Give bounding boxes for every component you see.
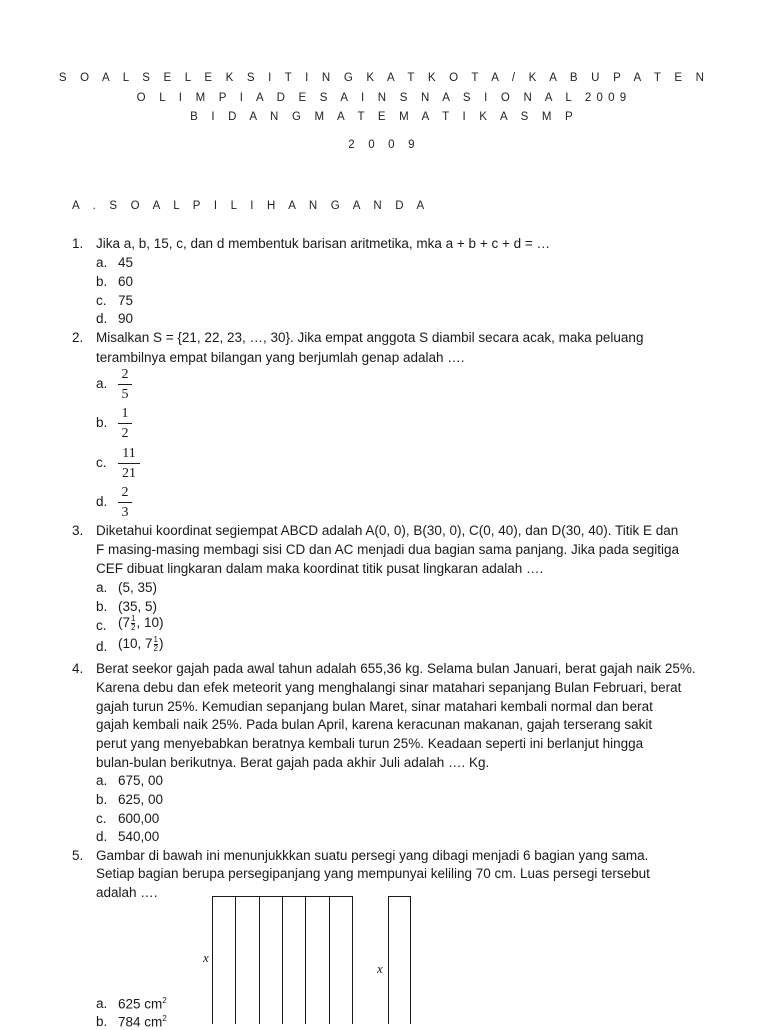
question-number: 4. (72, 661, 84, 676)
option-text: 75 (118, 293, 134, 308)
question-text: adalah …. (96, 885, 158, 900)
option-text: 540,00 (118, 829, 160, 844)
question-text: perut yang menyebabkan beratnya kembali turun 25%. Keadaan seperti ini berlanjut hingga (96, 736, 644, 751)
option-text: 60 (118, 274, 134, 289)
option-letter: a. (96, 773, 108, 788)
fraction-denominator: 21 (122, 466, 136, 481)
option-text: 625, 00 (118, 792, 164, 807)
question-text: Diketahui koordinat segiempat ABCD adalah A(0, 0), B(30, 0), C(0, 40), dan D(30, 40). Titik E dan (96, 523, 679, 538)
fraction-numerator: 1 (121, 406, 129, 421)
option-letter: b. (96, 792, 108, 807)
option-letter: d. (96, 494, 108, 509)
option-letter: c. (96, 293, 107, 308)
superscript: 2 (162, 1014, 167, 1023)
header-line-3: B I D A N G M A T E M A T I K A S M P (190, 111, 578, 123)
figure-label-x-rect: x (377, 961, 383, 976)
option-text: 600,00 (118, 811, 160, 826)
option-text-post: ) (158, 636, 164, 652)
question-text: Misalkan S = {21, 22, 23, …, 30}. Jika empat anggota S diambil secara acak, maka peluang (96, 330, 644, 345)
option-text: (35, 5) (118, 599, 158, 614)
fraction-denominator: 3 (121, 505, 129, 520)
option-text-main: 784 cm (118, 1014, 163, 1030)
option-letter: a. (96, 580, 108, 595)
fraction-denominator: 2 (131, 623, 136, 632)
question-text: bulan-bulan berikutnya. Berat gajah pada akhir Juli adalah …. Kg. (96, 755, 490, 770)
figure-label-x-square: x (203, 950, 209, 965)
fraction-denominator: 5 (121, 387, 129, 402)
superscript: 2 (162, 996, 167, 1005)
question-number: 5. (72, 848, 84, 863)
fraction-numerator: 1 (153, 635, 158, 644)
question-text: Karena debu dan efek meteorit yang menghalangi sinar matahari sepanjang Bulan Februari, berat (96, 680, 682, 695)
option-letter: b. (96, 274, 108, 289)
single-rectangle (389, 897, 411, 1025)
option-text: 675, 00 (118, 773, 164, 788)
fraction-denominator: 2 (153, 644, 158, 653)
question-text: Berat seekor gajah pada awal tahun adalah 655,36 kg. Selama bulan Januari, berat gajah naik 25%. (96, 661, 696, 676)
option-letter: d. (96, 311, 108, 326)
option-letter: c. (96, 618, 107, 633)
option-letter: a. (96, 376, 108, 391)
header-line-1: S O A L S E L E K S I T I N G K A T K O T A / K A B U P A T E N (58, 72, 710, 84)
option-letter: a. (96, 255, 108, 270)
option-text: 90 (118, 311, 134, 326)
fraction-numerator: 1 (131, 614, 136, 623)
option-text-pre: (7 (118, 615, 131, 631)
fraction-numerator: 11 (122, 446, 136, 461)
question-text: F masing-masing membagi sisi CD dan AC menjadi dua bagian sama panjang. Jika pada segitiga (96, 542, 680, 557)
question-text: Gambar di bawah ini menunjukkkan suatu persegi yang dibagi menjadi 6 bagian yang sama. (96, 848, 649, 863)
option-letter: b. (96, 599, 108, 614)
fraction-numerator: 2 (121, 367, 129, 382)
option-letter: c. (96, 811, 107, 826)
fraction-numerator: 2 (121, 485, 129, 500)
question-text: CEF dibuat lingkaran dalam maka koordinat titik pusat lingkaran adalah …. (96, 561, 544, 576)
option-text-post: , 10) (136, 615, 164, 631)
question-text: gajah turun 25%. Kemudian sepanjang bulan Maret, sinar matahari kembali normal dan berat (96, 699, 653, 714)
question-number: 2. (72, 330, 84, 345)
option-letter: d. (96, 639, 108, 654)
option-text-main: 625 cm (118, 996, 163, 1012)
option-letter: b. (96, 415, 108, 430)
section-title: A . S O A L P I L I H A N G A N D A (72, 200, 430, 212)
option-text: 45 (118, 255, 134, 270)
question-text: terambilnya empat bilangan yang berjumlah genap adalah …. (96, 350, 465, 365)
header-year: 2 0 0 9 (348, 139, 420, 151)
option-letter: d. (96, 829, 108, 844)
header-line-2: O L I M P I A D E S A I N S N A S I O N A L 2009 (136, 92, 632, 104)
option-letter: b. (96, 1014, 108, 1029)
question-text: Setiap bagian berupa persegipanjang yang mempunyai keliling 70 cm. Luas persegi tersebut (96, 866, 650, 881)
option-letter: a. (96, 996, 108, 1011)
question-text: gajah kembali naik 25%. Pada bulan April, karena keracunan makanan, gajah terserang sakit (96, 717, 653, 732)
question-text: Jika a, b, 15, c, dan d membentuk barisan aritmetika, mka a + b + c + d = … (96, 236, 550, 251)
option-text: (5, 35) (118, 580, 158, 595)
fraction-denominator: 2 (121, 426, 129, 441)
question-number: 3. (72, 523, 84, 538)
option-text-pre: (10, 7 (118, 636, 153, 652)
question-number: 1. (72, 236, 84, 251)
option-letter: c. (96, 455, 107, 470)
